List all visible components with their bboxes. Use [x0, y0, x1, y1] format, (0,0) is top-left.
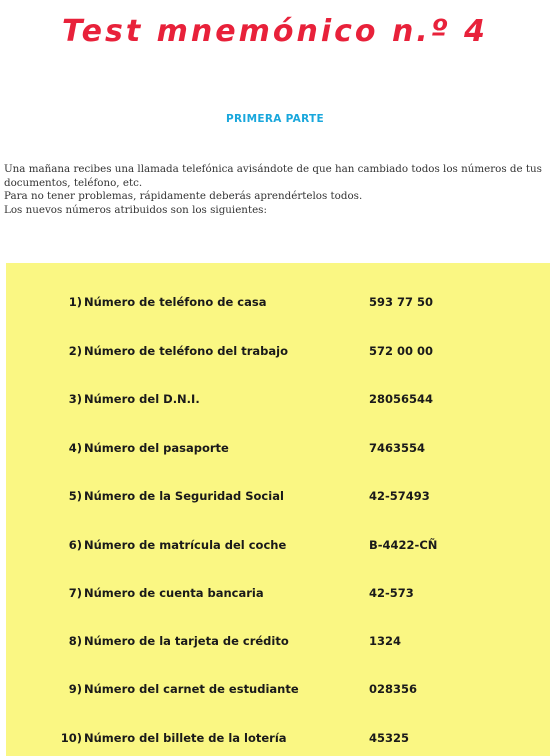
item-label: Número de matrícula del coche: [84, 538, 287, 552]
item-value: 1324: [369, 634, 402, 648]
item-label: Número del pasaporte: [84, 441, 229, 455]
item-number: 7): [68, 586, 82, 600]
item-value: 42-573: [369, 586, 414, 600]
intro-line: Para no tener problemas, rápidamente deberás aprendértelos todos.: [4, 190, 363, 203]
item-label: Número de la tarjeta de crédito: [84, 634, 289, 648]
item-number: 8): [68, 634, 82, 648]
intro-line: Una mañana recibes una llamada telefónica avisándote de que han cambiado todos los números de tus: [4, 163, 542, 175]
page-title: Test mnemónico n.º 4: [62, 14, 488, 49]
item-value: 572 00 00: [369, 344, 434, 358]
item-number: 10): [60, 731, 82, 745]
number-item: [6, 344, 550, 364]
item-number: 9): [68, 682, 82, 696]
item-label: Número de teléfono del trabajo: [84, 344, 288, 358]
item-label: Número de la Seguridad Social: [84, 489, 284, 503]
item-value: 028356: [369, 682, 418, 696]
number-item: [6, 682, 550, 702]
item-value: 7463554: [369, 441, 426, 455]
number-item: [6, 295, 550, 315]
item-number: 3): [68, 392, 82, 406]
number-item: [6, 634, 550, 654]
item-label: Número del D.N.I.: [84, 392, 200, 406]
item-label: Número del billete de la lotería: [84, 731, 287, 745]
number-item: [6, 441, 550, 461]
item-label: Número del carnet de estudiante: [84, 682, 299, 696]
item-number: 2): [68, 344, 82, 358]
item-number: 1): [68, 295, 82, 309]
intro-line: documentos, teléfono, etc.: [4, 176, 143, 189]
intro-line: Los nuevos números atribuidos son los siguientes:: [4, 203, 267, 216]
number-item: [6, 392, 550, 412]
item-label: Número de teléfono de casa: [84, 295, 267, 309]
item-number: 6): [68, 538, 82, 552]
section-title: PRIMERA PARTE: [226, 113, 324, 125]
numbers-box: [6, 263, 550, 756]
item-value: 28056544: [369, 392, 434, 406]
item-value: 593 77 50: [369, 295, 434, 309]
number-item: [6, 586, 550, 606]
item-value: 45325: [369, 731, 410, 745]
item-label: Número de cuenta bancaria: [84, 586, 264, 600]
item-value: B-4422-CÑ: [369, 538, 438, 552]
number-item: [6, 489, 550, 509]
item-number: 5): [68, 489, 82, 503]
number-item: [6, 538, 550, 558]
number-item: [6, 731, 550, 751]
item-number: 4): [68, 441, 82, 455]
item-value: 42-57493: [369, 489, 430, 503]
intro-paragraph: [4, 163, 546, 217]
